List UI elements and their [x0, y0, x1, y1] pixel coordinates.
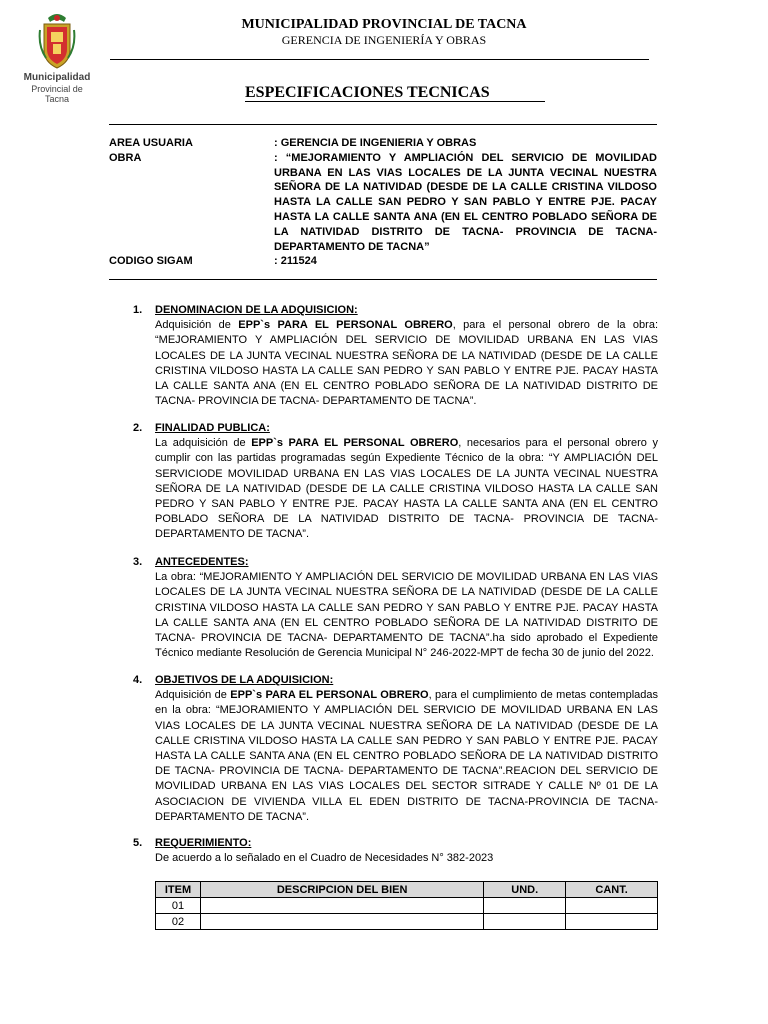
section-title: ANTECEDENTES: [155, 556, 249, 568]
cell-item: 01 [156, 898, 201, 914]
section-antecedentes [133, 555, 658, 661]
document-title: ESPECIFICACIONES TECNICAS [245, 84, 490, 101]
info-row-area [109, 136, 657, 151]
info-top-divider [109, 124, 657, 125]
obra-value: : “MEJORAMIENTO Y AMPLIACIÓN DEL SERVICIO DE MOVILIDAD URBANA EN LAS VIAS LOCALES DE LA JUNTA VECINAL NUESTRA SEÑORA DE LA NATIVIDAD (DESDE DE LA CALLE CRISTINA VILDOSO HASTA LA CALLE SAN PEDRO Y SAN PABLO Y ENTRE PJE. PACAY HASTA LA CALLE SANTA ANA (EN EL CENTRO POBLADO SEÑORA DE LA NATIVIDAD DISTRITO DE TACNA- PROVINCIA DE TACNA- DEPARTAMENTO DE TACNA” [274, 151, 657, 253]
section-body: De acuerdo a lo señalado en el Cuadro de Necesidades N° 382-2023 [155, 852, 494, 865]
cell-und [484, 898, 566, 914]
section-heading [133, 836, 658, 851]
section-denominacion [133, 303, 658, 409]
info-row-sigam [109, 254, 657, 269]
cell-cant [566, 898, 658, 914]
title-underline [245, 101, 545, 102]
section-body: La obra: “MEJORAMIENTO Y AMPLIACIÓN DEL SERVICIO DE MOVILIDAD URBANA EN LAS VIAS LOCALES DE LA JUNTA VECINAL NUESTRA SEÑORA DE LA NATIVIDAD (DESDE DE LA CALLE CRISTINA VILDOSO HASTA LA CALLE SAN PEDRO Y SAN PABLO Y ENTRE PJE. PACAY HASTA LA CALLE SANTA ANA (EN EL CENTRO POBLADO SEÑORA DE LA NATIVIDAD DISTRITO DE TACNA- PROVINCIA DE TACNA- DEPARTAMENTO DE TACNA”.ha sido aprobado el Expediente Técnico mediante Resolución de Gerencia Municipal N° 246-2022-MPT de fecha 30 de junio del 2022. [155, 571, 658, 660]
section-number: 4. [133, 674, 143, 686]
body-bold-text: EPP`s PARA EL PERSONAL OBRERO [251, 437, 459, 450]
body-text: Adquisición de [155, 689, 231, 702]
section-title: FINALIDAD PUBLICA: [155, 422, 270, 434]
section-objetivos [133, 673, 658, 825]
info-block [109, 136, 657, 269]
body-text: , necesarios para el personal obrero y cumplir con las partidas programadas según Expediente Técnico de la obra: “Y AMPLIACIÓN DEL SERVICIODE MOVILIDAD URBANA EN LAS VIAS LOCALES DE LA JUNTA VECINAL NUESTRA SEÑORA DE LA NATIVIDAD (DESDE DE LA CALLE CRISTINA VILDOSO HASTA LA CALLE SAN PEDRO Y SAN PABLO Y ENTRE PJE. PACAY HASTA LA CALLE SANTA ANA (EN EL CENTRO POBLADO SEÑORA DE LA NATIVIDAD DISTRITO DE TACNA- PROVINCIA DE TACNA- DEPARTAMENTO DE TACNA”. [155, 437, 658, 541]
requirements-table [155, 881, 658, 930]
body-text: La adquisición de [155, 437, 252, 450]
section-body [155, 318, 658, 409]
info-row-obra [109, 151, 657, 255]
header-title: MUNICIPALIDAD PROVINCIAL DE TACNA [241, 17, 527, 32]
body-bold-text: EPP`s PARA EL PERSONAL OBRERO [238, 319, 453, 332]
section-number: 2. [133, 422, 143, 434]
cell-descripcion [200, 914, 483, 930]
section-title: OBJETIVOS DE LA ADQUISICION: [155, 674, 334, 686]
area-label: AREA USUARIA [109, 137, 193, 149]
sigam-label: CODIGO SIGAM [109, 255, 193, 268]
header-und: UND. [484, 882, 566, 898]
table-header-row [156, 882, 658, 898]
section-heading [133, 555, 658, 570]
header-descripcion: DESCRIPCION DEL BIEN [200, 882, 483, 898]
header-subtitle: GERENCIA DE INGENIERÍA Y OBRAS [281, 33, 487, 47]
section-title: DENOMINACION DE LA ADQUISICION: [155, 304, 358, 316]
table-row [156, 914, 658, 930]
section-requerimiento [133, 836, 658, 866]
header-cant: CANT. [566, 882, 658, 898]
obra-label: OBRA [109, 151, 142, 164]
section-heading [133, 673, 658, 688]
cell-item: 02 [156, 914, 201, 930]
sigam-value: : 211524 [274, 255, 317, 268]
body-text: , para el personal obrero de la obra: “MEJORAMIENTO Y AMPLIACIÓN DEL SERVICIO DE MOVILIDAD URBANA EN LAS VIAS LOCALES DE LA JUNTA VECINAL NUESTRA SEÑORA DE LA NATIVIDAD (DESDE DE LA CALLE CRISTINA VILDOSO HASTA LA CALLE SAN PEDRO Y SAN PABLO Y ENTRE PJE. PACAY HASTA LA CALLE SANTA ANA (EN EL CENTRO POBLADO SEÑORA DE LA NATIVIDAD DISTRITO DE TACNA- PROVINCIA DE TACNA- DEPARTAMENTO DE TACNA”. [155, 319, 658, 408]
cell-und [484, 914, 566, 930]
section-heading [133, 421, 658, 436]
logo-line1: Municipalidad [23, 72, 91, 83]
section-number: 5. [133, 837, 143, 849]
section-finalidad [133, 421, 658, 543]
info-bottom-divider [109, 279, 657, 280]
logo-line2: Provincial de Tacna [31, 84, 83, 104]
header-divider [110, 59, 649, 60]
section-body [155, 688, 658, 825]
section-number: 3. [133, 556, 143, 568]
table-row [156, 898, 658, 914]
body-text: , para el cumplimiento de metas contempladas en la obra: “MEJORAMIENTO Y AMPLIACIÓN DEL SERVICIO DE MOVILIDAD URBANA EN LAS VIAS LOCALES DE LA JUNTA VECINAL NUESTRA SEÑORA DE LA NATIVIDAD (DESDE DE LA CALLE CRISTINA VILDOSO HASTA LA CALLE SAN PEDRO Y SAN PABLO Y ENTRE PJE. PACAY HASTA LA CALLE SANTA ANA (EN EL CENTRO POBLADO SEÑORA DE LA NATIVIDAD DISTRITO DE TACNA- PROVINCIA DE TACNA- DEPARTAMENTO DE TACNA”.REACION DEL SERVICIO DE MOVILIDAD URBANA EN LAS VIAS LOCALES DEL SECTOR SITRADE Y CALLE Nº 01 DE LA ASOCIACION DE VIVIENDA VILLA EL EDEN DISTRITO DE TACNA-PROVINCIA DE TACNA-DEPARTAMENTO DE TACNA”. [155, 689, 658, 823]
header-item: ITEM [156, 882, 201, 898]
area-value: : GERENCIA DE INGENIERIA Y OBRAS [274, 137, 477, 149]
section-body [155, 436, 658, 542]
body-text: Adquisición de [155, 319, 239, 332]
body-bold-text: EPP`s PARA EL PERSONAL OBRERO [230, 689, 429, 702]
section-title: REQUERIMIENTO: [155, 837, 252, 849]
section-heading [133, 303, 658, 318]
cell-descripcion [200, 898, 483, 914]
cell-cant [566, 914, 658, 930]
section-number: 1. [133, 304, 143, 316]
